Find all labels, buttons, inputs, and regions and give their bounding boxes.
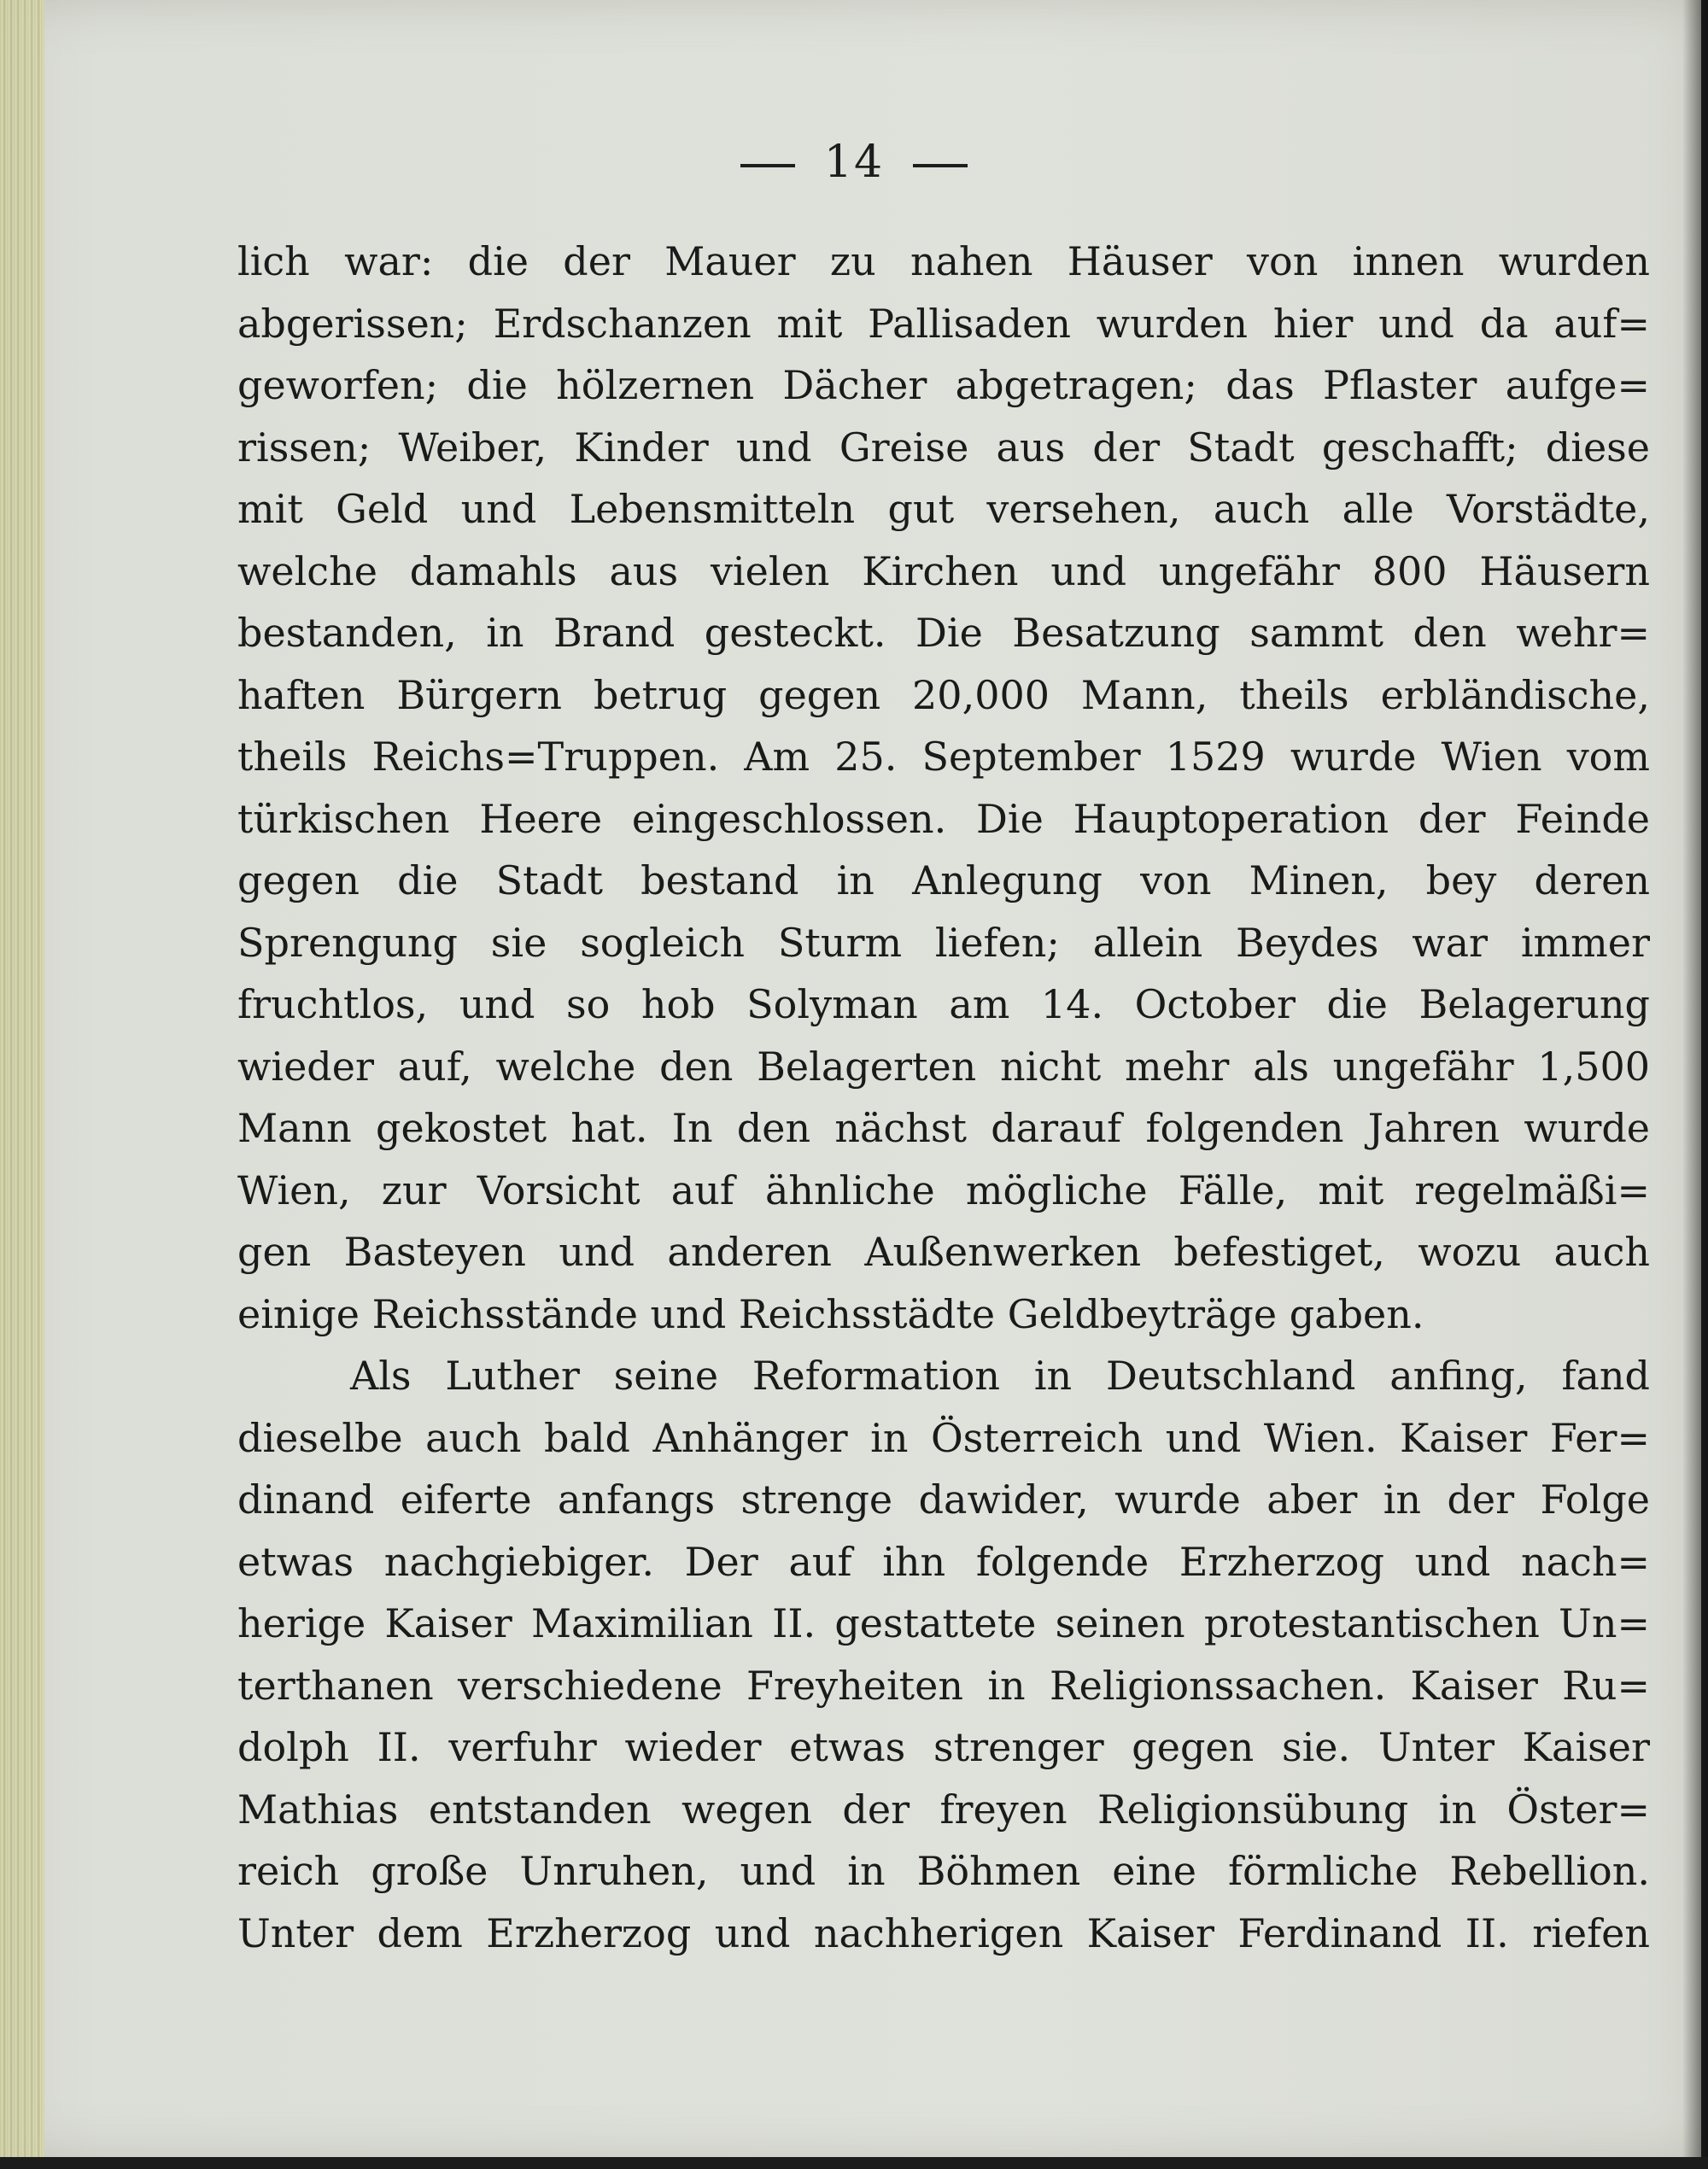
text-line: rissen; Weiber, Kinder und Greise aus der Stadt geschafft; diese [237,424,1650,471]
text-line: gegen die Stadt bestand in Anlegung von Minen, bey deren [237,857,1650,903]
text-line: haften Bürgern betrug gegen 20,000 Mann, theils erbländische, [237,671,1650,718]
body-text [237,231,1650,1964]
text-line: herige Kaiser Maximilian II. gestattete seinen protestantischen Un= [237,1600,1650,1646]
text-line: dolph II. verfuhr wieder etwas strenger gegen sie. Unter Kaiser [237,1724,1650,1770]
paragraph-start-line: Als Luther seine Reformation in Deutschland anfing, fand [350,1353,1650,1399]
text-line: geworfen; die hölzernen Dächer abgetragen; das Pflaster aufge= [237,362,1650,408]
text-line: Sprengung sie sogleich Sturm liefen; allein Beydes war immer [237,919,1650,966]
page-number-header [0,137,1708,188]
text-line: fruchtlos, und so hob Solyman am 14. October die Belagerung [237,981,1650,1027]
text-line: etwas nachgiebiger. Der auf ihn folgende Erzherzog und nach= [237,1538,1650,1585]
text-line: welche damahls aus vielen Kirchen und ungefähr 800 Häusern [237,547,1650,594]
text-line: gen Basteyen und anderen Außenwerken befestiget, wozu auch [237,1229,1650,1275]
paragraph-end-line: einige Reichsstände und Reichsstädte Geldbeyträge gaben. [237,1290,1424,1337]
text-line: türkischen Heere eingeschlossen. Die Hauptoperation der Feinde [237,795,1650,842]
page-edge-shadow [1682,0,1708,2169]
page-number: 14 [823,137,885,188]
left-dash [740,164,795,167]
text-line: dinand eiferte anfangs strenge dawider, wurde aber in der Folge [237,1476,1650,1523]
text-line: Mann gekostet hat. In den nächst darauf folgenden Jahren wurde [237,1105,1650,1151]
text-line: abgerissen; Erdschanzen mit Pallisaden wurden hier und da auf= [237,300,1650,347]
text-line: lich war: die der Mauer zu nahen Häuser von innen wurden [237,238,1650,284]
text-line: mit Geld und Lebensmitteln gut versehen, auch alle Vorstädte, [237,486,1650,532]
text-line: bestanden, in Brand gesteckt. Die Besatzung sammt den wehr= [237,610,1650,656]
text-line: dieselbe auch bald Anhänger in Österreich und Wien. Kaiser Fer= [237,1414,1650,1461]
text-line: wieder auf, welche den Belagerten nicht mehr als ungefähr 1,500 [237,1043,1650,1090]
text-line: Mathias entstanden wegen der freyen Religionsübung in Öster= [237,1786,1650,1833]
text-line: theils Reichs=Truppen. Am 25. September 1529 wurde Wien vom [237,734,1650,780]
page-gutter [0,0,44,2159]
text-line: terthanen verschiedene Freyheiten in Religionssachen. Kaiser Ru= [237,1662,1650,1709]
right-dash [913,164,968,167]
text-line: Unter dem Erzherzog und nachherigen Kaiser Ferdinand II. riefen [237,1909,1650,1956]
text-line: Wien, zur Vorsicht auf ähnliche mögliche Fälle, mit regelmäßi= [237,1166,1650,1213]
text-line: reich große Unruhen, und in Böhmen eine förmliche Rebellion. [237,1848,1650,1894]
page-bottom-shadow [0,2157,1708,2169]
